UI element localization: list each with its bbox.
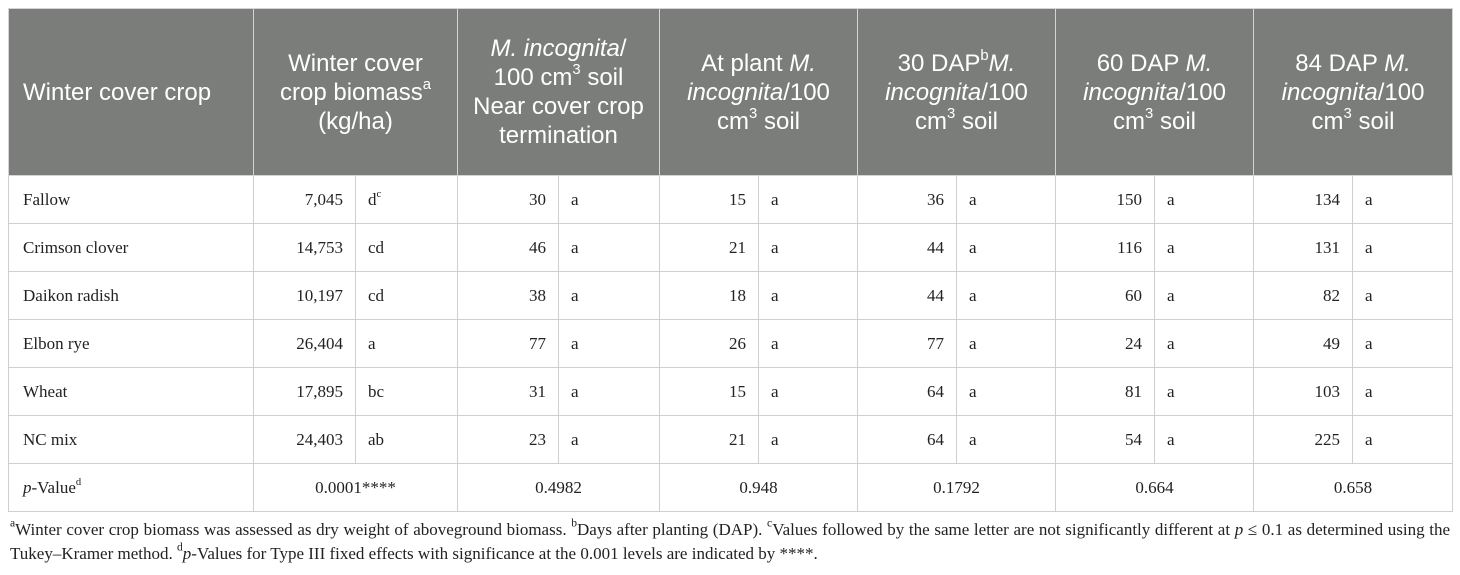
results-table-container: [8, 8, 1452, 566]
dap60-value: 24: [1056, 320, 1155, 368]
table-row: [9, 224, 1453, 272]
header-60dap: 60 DAP M. incognita/100 $cm^3$ soil: [1056, 9, 1254, 176]
at-plant-value: 21: [660, 416, 759, 464]
termination-letter: a: [559, 416, 660, 464]
dap30-letter: a: [957, 368, 1056, 416]
at-plant-value: 15: [660, 176, 759, 224]
at-plant-letter: a: [759, 416, 858, 464]
dap60-letter: a: [1155, 272, 1254, 320]
termination-value: 31: [458, 368, 559, 416]
at-plant-letter: a: [759, 272, 858, 320]
termination-letter: a: [559, 224, 660, 272]
biomass-letter: cd: [356, 272, 458, 320]
table-row: [9, 416, 1453, 464]
biomass-letter: a: [356, 320, 458, 368]
pvalue-dap84: 0.658: [1254, 464, 1453, 512]
dap30-letter: a: [957, 320, 1056, 368]
dap84-value: 49: [1254, 320, 1353, 368]
dap84-value: 82: [1254, 272, 1353, 320]
biomass-letter: ab: [356, 416, 458, 464]
biomass-value: 7,045: [254, 176, 356, 224]
dap30-letter: a: [957, 272, 1056, 320]
dap84-letter: a: [1353, 272, 1453, 320]
dap84-value: 225: [1254, 416, 1353, 464]
crop-name: Daikon radish: [9, 272, 254, 320]
crop-name: Wheat: [9, 368, 254, 416]
pvalue-row: [9, 464, 1453, 512]
dap30-value: 36: [858, 176, 957, 224]
header-at-plant: At plant M. incognita/100 $cm^3$ soil: [660, 9, 858, 176]
at-plant-value: 15: [660, 368, 759, 416]
dap60-value: 116: [1056, 224, 1155, 272]
dap84-letter: a: [1353, 176, 1453, 224]
dap30-letter: a: [957, 224, 1056, 272]
dap60-letter: a: [1155, 224, 1254, 272]
dap60-value: 54: [1056, 416, 1155, 464]
header-30dap: 30 DAP$^b$M. incognita/100 $cm^3$ soil: [858, 9, 1056, 176]
crop-name: Elbon rye: [9, 320, 254, 368]
header-biomass: Winter cover crop biomass$^a$ (kg/ha): [254, 9, 458, 176]
pvalue-biomass: 0.0001****: [254, 464, 458, 512]
crop-name: Fallow: [9, 176, 254, 224]
dap30-letter: a: [957, 416, 1056, 464]
crop-name: NC mix: [9, 416, 254, 464]
pvalue-label: p-Value$^d$: [9, 464, 254, 512]
biomass-value: 17,895: [254, 368, 356, 416]
pvalue-at-plant: 0.948: [660, 464, 858, 512]
dap30-letter: a: [957, 176, 1056, 224]
at-plant-letter: a: [759, 176, 858, 224]
dap30-value: 44: [858, 272, 957, 320]
termination-letter: a: [559, 368, 660, 416]
at-plant-letter: a: [759, 368, 858, 416]
dap60-value: 81: [1056, 368, 1155, 416]
dap30-value: 44: [858, 224, 957, 272]
table-row: [9, 368, 1453, 416]
termination-value: 30: [458, 176, 559, 224]
biomass-value: 24,403: [254, 416, 356, 464]
dap84-letter: a: [1353, 320, 1453, 368]
dap84-value: 131: [1254, 224, 1353, 272]
dap30-value: 64: [858, 416, 957, 464]
termination-value: 46: [458, 224, 559, 272]
header-crop: Winter cover crop: [9, 9, 254, 176]
header-termination: M. incognita/ 100 $cm^3$ soil Near cover crop termination: [458, 9, 660, 176]
dap84-value: 103: [1254, 368, 1353, 416]
dap60-value: 150: [1056, 176, 1155, 224]
termination-value: 77: [458, 320, 559, 368]
pvalue-dap60: 0.664: [1056, 464, 1254, 512]
crop-name: Crimson clover: [9, 224, 254, 272]
termination-letter: a: [559, 320, 660, 368]
dap30-value: 77: [858, 320, 957, 368]
biomass-letter: $d^c$: [356, 176, 458, 224]
dap60-letter: a: [1155, 320, 1254, 368]
termination-value: 38: [458, 272, 559, 320]
table-footnotes: $^a$Winter cover crop biomass was assessed as dry weight of aboveground biomass. $^b$Days after planting (DAP). $^c$Values followed by the same letter are not significantly different at p ≤ 0.1 as determined using the Tukey–Kramer method. $^d$p-Values for Type III fixed effects with significance at the 0.001 levels are indicated by ****.: [10, 516, 1450, 563]
biomass-letter: cd: [356, 224, 458, 272]
dap84-letter: a: [1353, 224, 1453, 272]
dap60-letter: a: [1155, 416, 1254, 464]
termination-value: 23: [458, 416, 559, 464]
biomass-letter: bc: [356, 368, 458, 416]
pvalue-dap30: 0.1792: [858, 464, 1056, 512]
header-84dap: 84 DAP M. incognita/100 $cm^3$ soil: [1254, 9, 1453, 176]
at-plant-value: 21: [660, 224, 759, 272]
dap84-value: 134: [1254, 176, 1353, 224]
at-plant-letter: a: [759, 224, 858, 272]
results-table: [8, 8, 1453, 512]
pvalue-termination: 0.4982: [458, 464, 660, 512]
termination-letter: a: [559, 176, 660, 224]
dap84-letter: a: [1353, 368, 1453, 416]
at-plant-letter: a: [759, 320, 858, 368]
dap84-letter: a: [1353, 416, 1453, 464]
at-plant-value: 18: [660, 272, 759, 320]
dap60-letter: a: [1155, 368, 1254, 416]
table-row: [9, 272, 1453, 320]
at-plant-value: 26: [660, 320, 759, 368]
biomass-value: 14,753: [254, 224, 356, 272]
table-row: [9, 320, 1453, 368]
biomass-value: 26,404: [254, 320, 356, 368]
dap60-letter: a: [1155, 176, 1254, 224]
table-row: [9, 176, 1453, 224]
header-row: [9, 9, 1453, 176]
termination-letter: a: [559, 272, 660, 320]
biomass-value: 10,197: [254, 272, 356, 320]
dap30-value: 64: [858, 368, 957, 416]
dap60-value: 60: [1056, 272, 1155, 320]
